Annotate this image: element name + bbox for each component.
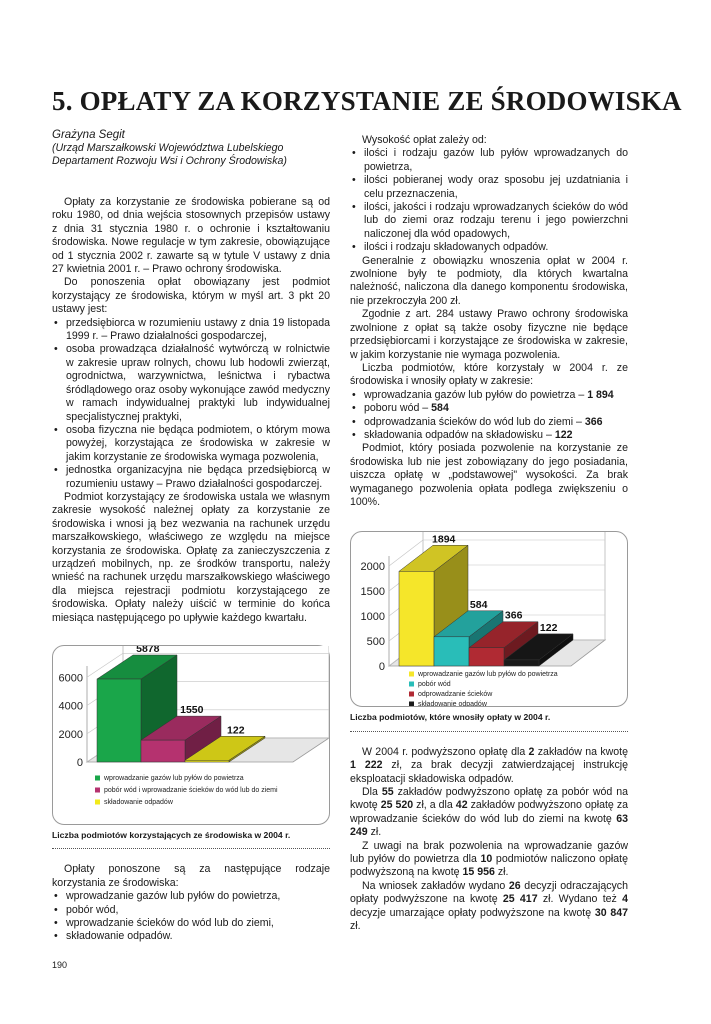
fee-factors-list <box>350 147 628 254</box>
legend-swatch <box>95 776 100 781</box>
legend-swatch <box>409 702 414 707</box>
divider <box>52 848 330 849</box>
list-item: • ilości i rodzaju składowanych odpadów. <box>350 241 628 254</box>
y-tick-label: 4000 <box>58 700 83 713</box>
list-item: • składowanie odpadów. <box>52 930 330 943</box>
data-label: 5878 <box>136 646 160 656</box>
paragraph: Podmiot, który posiada pozwolenie na korzystanie ze środowiska lub nie jest zobowiązany do jego posiadania, uiszcza opłatę w „podstawowej" wysokości. Za brak wymaganego pozwolenia opłata podlega zwiększeniu o 100%. <box>350 442 628 508</box>
paragraph: Wysokość opłat zależy od: <box>362 134 487 146</box>
list-item: • ilości, jakości i rodzaju wprowadzanych ścieków do wód lub do ziemi oraz rodzaju terenu i jego powierzchni naliczonej dla wód opadowych, <box>350 201 628 241</box>
chart-1-container <box>52 645 330 849</box>
legend-entry: składowanie odpadów <box>418 701 487 707</box>
data-label: 122 <box>539 622 558 635</box>
data-label: 122 <box>227 724 245 737</box>
bar <box>185 760 229 762</box>
list-item: • ilości i rodzaju gazów lub pyłów wprowadzanych do powietrza, <box>350 147 628 174</box>
section-title: 5. OPŁATY ZA KORZYSTANIE ZE ŚRODOWISKA <box>52 86 682 116</box>
data-label: 584 <box>469 599 488 612</box>
legend-entry: pobór wód <box>418 681 451 689</box>
legend-entry: wprowadzanie gazów lub pyłów do powietrza <box>418 671 558 679</box>
divider <box>350 731 628 732</box>
chart-2-frame <box>350 531 628 707</box>
paragraph: Zgodnie z art. 284 ustawy Prawo ochrony środowiska zwolnione z opłat są także osoby fizyczne nie będące przedsiębiorcami i korzystające ze środowiska w zakresie, w jakim korzystanie nie wymaga pozwolenia. <box>350 308 628 361</box>
list-item: • wprowadzanie ścieków do wód lub do ziemi, <box>52 917 330 930</box>
data-label: 366 <box>504 610 523 623</box>
paragraph: Opłaty za korzystanie ze środowiska pobierane są od roku 1980, od dnia wejścia stosownych przepisów ustawy z dnia 31 stycznia 1980 r. o ochronie i kształtowaniu środowiska. Nowe regulacje w tym zakresie, obowiązujące od 1 stycznia 2002 r. zawarte są w tytule V ustawy z dnia 27 kwietnia 2001 r. – Prawo ochrony środowiska. <box>52 196 330 276</box>
y-tick-label: 6000 <box>58 672 83 685</box>
legend-swatch <box>409 692 414 697</box>
list-item: • wprowadzania gazów lub pyłów do powietrza – 1 894 <box>350 389 628 402</box>
bar <box>97 679 141 762</box>
legend-swatch <box>95 788 100 793</box>
payers-list <box>350 389 628 443</box>
legend-entry: odprowadzanie ścieków <box>418 691 493 699</box>
list-item: • osoba prowadząca działalność wytwórczą w rolnictwie w zakresie upraw rolnych, chowu lub hodowli zwierząt, ogrodnictwa, warzywnictwa, leśnictwa i rybactwa śródlądowego oraz osoby wykonujące zawód medyczny w ramach indywidualnej praktyki lub indywidualnej specjalistycznej praktyki, <box>52 343 330 423</box>
list-item: • ilości pobieranej wody oraz sposobu jej uzdatniania i celu przeznaczenia, <box>350 174 628 201</box>
list-item: • składowania odpadów na składowisku – 122 <box>350 429 628 442</box>
bar <box>434 637 469 666</box>
affiliation-line-2: Departament Rozwoju Wsi i Ochrony Środowiska) <box>52 155 287 167</box>
list-item: • wprowadzanie gazów lub pyłów do powietrza, <box>52 890 330 903</box>
list-item: • odprowadzania ścieków do wód lub do ziemi – 366 <box>350 416 628 429</box>
y-tick-label: 0 <box>76 757 83 769</box>
y-tick-label: 0 <box>378 661 385 674</box>
paragraph: Opłaty ponoszone są za następujące rodzaje korzystania ze środowiska: <box>52 863 330 889</box>
list-item: • osoba fizyczna nie będąca podmiotem, o którym mowa powyżej, korzystająca ze środowiska w zakresie w jakim korzystanie ze środowiska wymaga pozwolenia, <box>52 424 330 464</box>
fee-types-list <box>52 890 330 944</box>
list-item: • pobór wód, <box>52 904 330 917</box>
list-item: • poboru wód – 584 <box>350 402 628 415</box>
bar <box>141 740 185 762</box>
chart-2-caption: Liczba podmiotów, które wnosiły opłaty w 2004 r. <box>350 712 551 723</box>
paragraph: Podmiot korzystający ze środowiska ustala we własnym zakresie wysokość należnej opłaty za korzystanie ze środowiska i wnosi ją bez wezwania na rachunek urzędu marszałkowskiego, właściwego ze względu na miejsce korzystania ze środowiska. Opłatę za zanieczyszczenia z urządzeń mobilnych, np. ze środków transportu, należy wnieść na rachunek urzędu marszałkowskiego właściwego dla miejsca rejestracji podmiotu korzystającego ze środowiska. Opłaty należy uiścić w terminie do końca miesiąca następującego po upływie każdego kwartału. <box>52 490 330 624</box>
data-label: 1894 <box>432 533 456 546</box>
y-tick-label: 500 <box>366 636 385 649</box>
paragraph: W 2004 r. podwyższono opłatę dla 2 zakładów na kwotę 1 222 zł, za brak decyzji zatwierdzającej instrukcję eksploatacji składowiska odpadów. <box>350 745 628 785</box>
list-item: • jednostka organizacyjna nie będąca przedsiębiorcą w rozumieniu ustawy – Prawo działalności gospodarczej. <box>52 464 330 491</box>
left-column <box>52 128 330 944</box>
paragraph: Do ponoszenia opłat obowiązany jest podmiot korzystający ze środowiska, którym w myśl art. 3 pkt 20 ustawy jest: <box>52 276 330 316</box>
bar <box>469 648 504 666</box>
entity-list <box>52 317 330 491</box>
bar <box>399 572 434 667</box>
data-label: 1550 <box>180 704 204 717</box>
paragraph: Dla 55 zakładów podwyższono opłatę za pobór wód na kwotę 25 520 zł, a dla 42 zakładów podwyższono opłatę za wprowadzanie ścieków do wód lub do ziemi na kwotę 63 249 zł. <box>350 786 629 839</box>
chart-1-caption: Liczba podmiotów korzystających ze środowiska w 2004 r. <box>52 830 291 840</box>
chart-2 <box>351 532 627 706</box>
paragraph: Z uwagi na brak pozwolenia na wprowadzanie gazów lub pyłów do powietrza dla 10 podmiotów naliczono opłatę podwyższoną na kwotę 15 956 zł. <box>350 839 629 879</box>
y-tick-label: 1000 <box>360 611 385 624</box>
author-name: Grażyna Segit <box>52 129 125 141</box>
legend-entry: wprowadzanie gazów lub pyłów do powietrza <box>104 775 244 782</box>
chart-2-container <box>350 531 628 731</box>
chart-1 <box>53 646 329 824</box>
y-tick-label: 1500 <box>360 586 385 599</box>
list-item: • przedsiębiorca w rozumieniu ustawy z dnia 19 listopada 1999 r. – Prawo działalności gospodarczej, <box>52 317 330 344</box>
legend-entry: pobór wód i wprowadzanie ścieków do wód lub do ziemi <box>104 787 278 794</box>
legend-swatch <box>95 800 100 805</box>
paragraph: Generalnie z obowiązku wnoszenia opłat w 2004 r. zwolnione były te podmioty, dla których kwartalna należność, naliczona dla danego komponentu środowiska, nie przekroczyła 200 zł. <box>350 254 628 307</box>
y-tick-label: 2000 <box>360 561 385 574</box>
chart-1-frame <box>52 645 330 825</box>
page-number: 190 <box>52 960 68 970</box>
right-column <box>350 134 628 933</box>
affiliation-line-1: (Urząd Marszałkowski Województwa Lubelskiego <box>52 142 284 154</box>
legend-swatch <box>409 682 414 687</box>
legend-entry: składowanie odpadów <box>104 799 173 806</box>
paragraph: Liczba podmiotów, które korzystały w 2004 r. ze środowiska i wnosiły opłaty w zakresie: <box>350 361 628 388</box>
paragraph: Na wniosek zakładów wydano 26 decyzji odraczających opłaty podwyższone na kwotę 25 417 zł. Wydano też 4 decyzje umarzające opłaty podwyższone na kwotę 30 847 zł. <box>350 879 628 933</box>
legend-swatch <box>409 672 414 677</box>
y-tick-label: 2000 <box>58 728 83 741</box>
bar <box>504 660 539 666</box>
